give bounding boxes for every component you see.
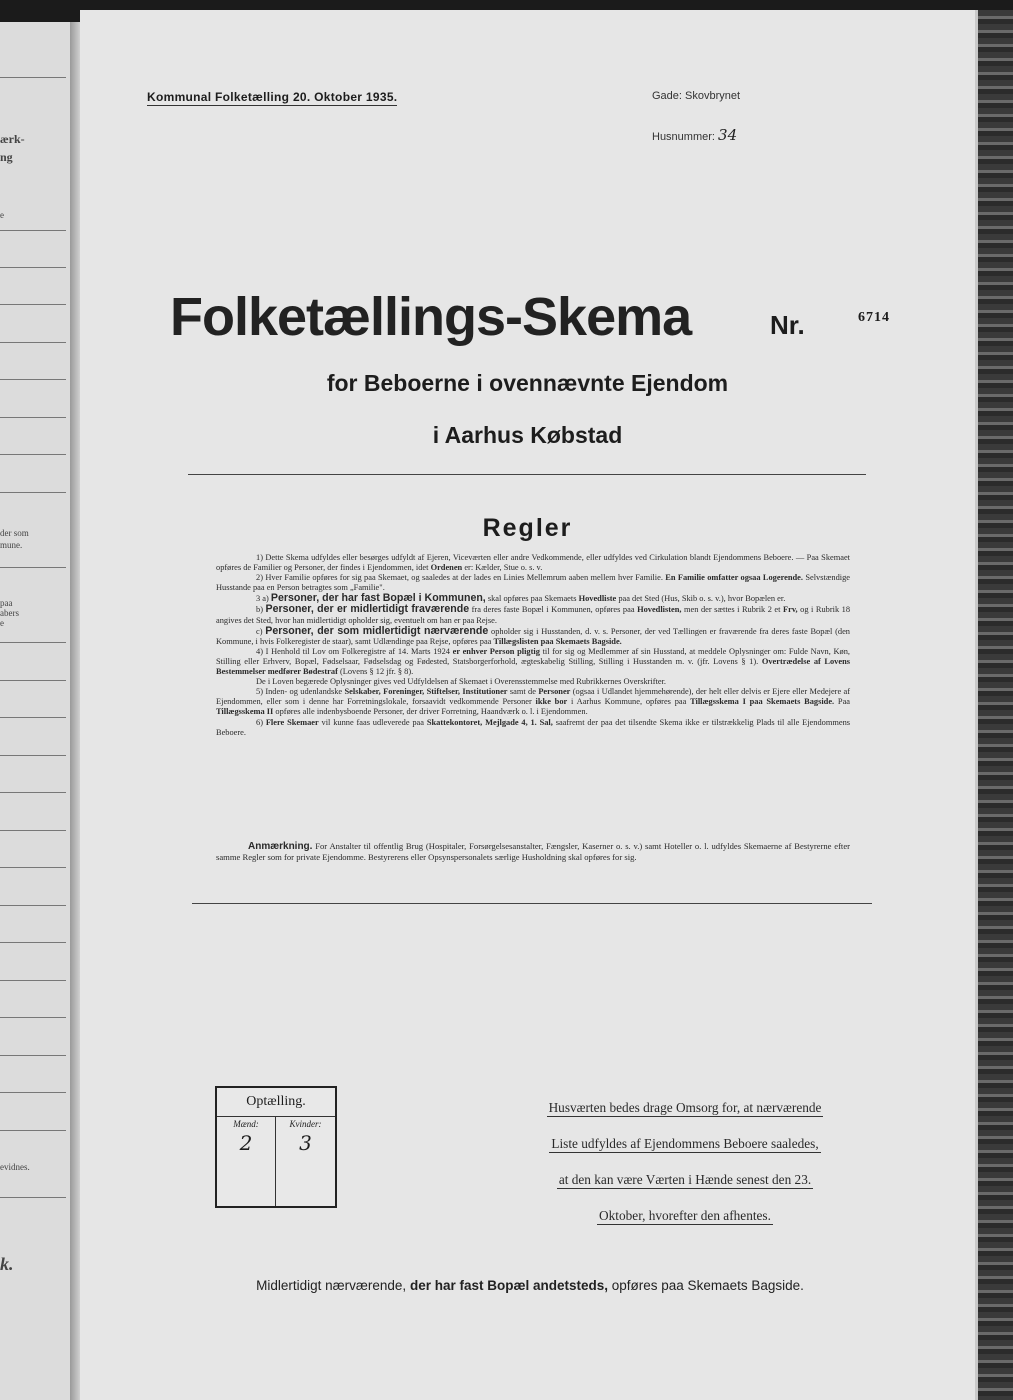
- strip-fragment: e: [0, 210, 4, 220]
- landlord-notice: [510, 1090, 860, 1234]
- book-spine: [70, 22, 80, 1400]
- strip-fragment: e: [0, 618, 4, 628]
- form-municipality: i Aarhus Købstad: [432, 422, 623, 448]
- strip-rule: [0, 1130, 66, 1131]
- census-header: Kommunal Folketælling 20. Oktober 1935.: [147, 90, 398, 104]
- rule-4: 4) I Henhold til Lov om Folkeregistre af 14. Marts 1924 er enhver Person pligtig til for sig og Medlemmer af sin Husstand, at meddele Oplysninger om: Fulde Navn, Køn, Stilling eller Erhverv, Bopæl, Fødselsaar, Fødselsdag og Fødested, Statsborgerforhold, ægteskabelig Stilling, Stilling i Husstanden m. v. (jfr. Lovens § 1). Overtrædelse af Lovens Bestemmelser medfører Bødestraf (Lovens § 12 jfr. § 8).: [216, 646, 851, 677]
- strip-rule: [0, 417, 66, 418]
- rule-5: 5) Inden- og udenlandske Selskaber, Foreninger, Stiftelser, Institutioner samt de Personer (ogsaa i Udlandet hjemmehørende), der helt eller delvis er Ejere eller Medejere af Ejendommen, eller som i denne har Forretningslokale, forsaavidt vedkommende Personer ikke bor i Aarhus Kommune, opføres paa Tillægsskema I paa Skemaets Bagside. Paa Tillægsskema II opføres alle indenbysboende Personer, der driver Forretning, Haandværk o. l. i Ejendommen.: [216, 687, 851, 717]
- footer-bold: der har fast Bopæl andetsteds,: [409, 1278, 608, 1293]
- strip-rule: [0, 342, 66, 343]
- strip-rule: [0, 642, 66, 643]
- strip-fragment: ng: [0, 150, 13, 164]
- strip-fragment: k.: [0, 1254, 14, 1274]
- strip-fragment: evidnes.: [0, 1162, 30, 1172]
- form-number-value: 6714: [858, 310, 890, 325]
- strip-rule: [0, 717, 66, 718]
- strip-rule: [0, 905, 66, 906]
- note-lead: Anmærkning.: [248, 841, 313, 852]
- strip-rule: [0, 830, 66, 831]
- strip-rule: [0, 492, 66, 493]
- rule-3c: c) Personer, der som midlertidigt nærværende opholder sig i Husstanden, d. v. s. Personer, der ved Tællingen er fraværende fra deres faste Bopæl (den Kommune, i hvis Folkeregister de staar), samt Udlændinge paa Rejse, opføres paa Tillægslisten paa Skemaets Bagside.: [216, 624, 850, 646]
- divider: [192, 903, 872, 904]
- strip-rule: [0, 755, 66, 756]
- women-column: [276, 1117, 335, 1206]
- strip-fragment: ærk-: [0, 132, 25, 146]
- strip-rule: [0, 304, 66, 305]
- strip-rule: [0, 230, 66, 231]
- note-text: [216, 841, 850, 863]
- strip-rule: [0, 1197, 66, 1198]
- count-box: [215, 1086, 337, 1208]
- previous-page-strip: [0, 22, 72, 1400]
- note-body: For Anstalter til offentlig Brug (Hospitaler, Forsørgelsesanstalter, Fængsler, Kaserner o. s. v.) samt Hoteller o. l. udfyldes Skemaerne af Bestyrerne efter samme Regler som for private Ejendomme. Bestyrerens eller Opsynspersonalets særlige Husholdning skal opføres for sig.: [216, 841, 850, 862]
- strip-rule: [0, 267, 66, 268]
- notice-line: at den kan være Værten i Hænde senest den 23.: [558, 1172, 812, 1187]
- strip-rule: [0, 942, 66, 943]
- census-form-page: [80, 10, 975, 1400]
- women-count: 3: [299, 1131, 312, 1155]
- footer-part1: Midlertidigt nærværende,: [256, 1278, 407, 1293]
- men-count: 2: [239, 1131, 253, 1155]
- strip-rule: [0, 379, 66, 380]
- street-field: [652, 90, 740, 102]
- men-column: [217, 1117, 276, 1206]
- house-number-field: [652, 126, 737, 144]
- form-title: Folketællings-Skema: [170, 287, 692, 347]
- women-label: Kvinder:: [289, 1119, 322, 1129]
- notice-line: Husværten bedes drage Omsorg for, at nærværende: [548, 1100, 822, 1115]
- form-subtitle: for Beboerne i ovennævnte Ejendom: [326, 370, 729, 396]
- divider: [188, 474, 866, 475]
- notice-line: Liste udfyldes af Ejendommens Beboere saaledes,: [551, 1136, 819, 1151]
- rule-2: 2) Hver Familie opføres for sig paa Skemaet, og saaledes at der lades en Linies Mellemrum aaben mellem hver Familie. En Familie omfatter ogsaa Logerende. Selvstændige Husstande paa en Person betragtes som „Familie".: [216, 573, 851, 593]
- strip-rule: [0, 567, 66, 568]
- strip-rule: [0, 1055, 66, 1056]
- strip-rule: [0, 792, 66, 793]
- footer-note: [190, 1278, 870, 1293]
- strip-fragment: paa: [0, 598, 13, 608]
- count-box-title: Optælling.: [217, 1088, 335, 1117]
- men-label: Mænd:: [233, 1119, 259, 1129]
- strip-rule: [0, 454, 66, 455]
- house-number-label: Husnummer:: [652, 131, 715, 143]
- rule-3a: 3 a) Personer, der har fast Bopæl i Kommunen, skal opføres paa Skemaets Hovedliste paa det Sted (Hus, Skib o. s. v.), hvor Bopælen er.: [256, 592, 786, 605]
- strip-rule: [0, 77, 66, 78]
- strip-rule: [0, 1092, 66, 1093]
- notice-line: Oktober, hvorefter den afhentes.: [599, 1208, 771, 1223]
- strip-rule: [0, 980, 66, 981]
- strip-fragment: mune.: [0, 540, 23, 550]
- strip-rule: [0, 867, 66, 868]
- house-number-value: 34: [718, 126, 738, 144]
- rules-text: [216, 553, 850, 738]
- strip-fragment: abers: [0, 608, 19, 618]
- page-stack-edge: [975, 10, 1013, 1400]
- strip-fragment: der som: [0, 528, 29, 538]
- rule-6: 6) Flere Skemaer vil kunne faas udleverede paa Skattekontoret, Mejlgade 4, 1. Sal, saafremt der paa det tilsendte Skema ikke er tilstrækkelig Plads til alle Ejendommens Beboere.: [216, 717, 851, 737]
- rule-4b: De i Loven begærede Oplysninger gives ved Udfyldelsen af Skemaet i Overensstemmelse med Rubrikkernes Overskrifter.: [256, 677, 667, 687]
- street-label: Gade:: [652, 90, 682, 102]
- form-number-label: Nr.: [770, 310, 805, 340]
- street-value: Skovbrynet: [685, 90, 741, 102]
- rule-1: 1) Dette Skema udfyldes eller besørges udfyldt af Ejeren, Viceværten eller andre Vedkommende, eller udfyldes ved Cirkulation blandt Ejendommens Beboere. — Paa Skemaet opføres de Familier og Personer, der findes i Ejendommen, idet Ordenen er: Kælder, Stue o. s. v.: [216, 553, 850, 573]
- footer-part2: opføres paa Skemaets Bagside.: [611, 1278, 804, 1293]
- strip-rule: [0, 1017, 66, 1018]
- rule-3b: b) Personer, der er midlertidigt fraværende fra deres faste Bopæl i Kommunen, opføres paa Hovedlisten, men der sættes i Rubrik 2 et Frv, og i Rubrik 18 angives det Sted, hvor han midlertidigt opholder sig, eventuelt om han er paa Rejse.: [216, 603, 851, 625]
- strip-rule: [0, 680, 66, 681]
- rules-heading: Regler: [482, 514, 573, 542]
